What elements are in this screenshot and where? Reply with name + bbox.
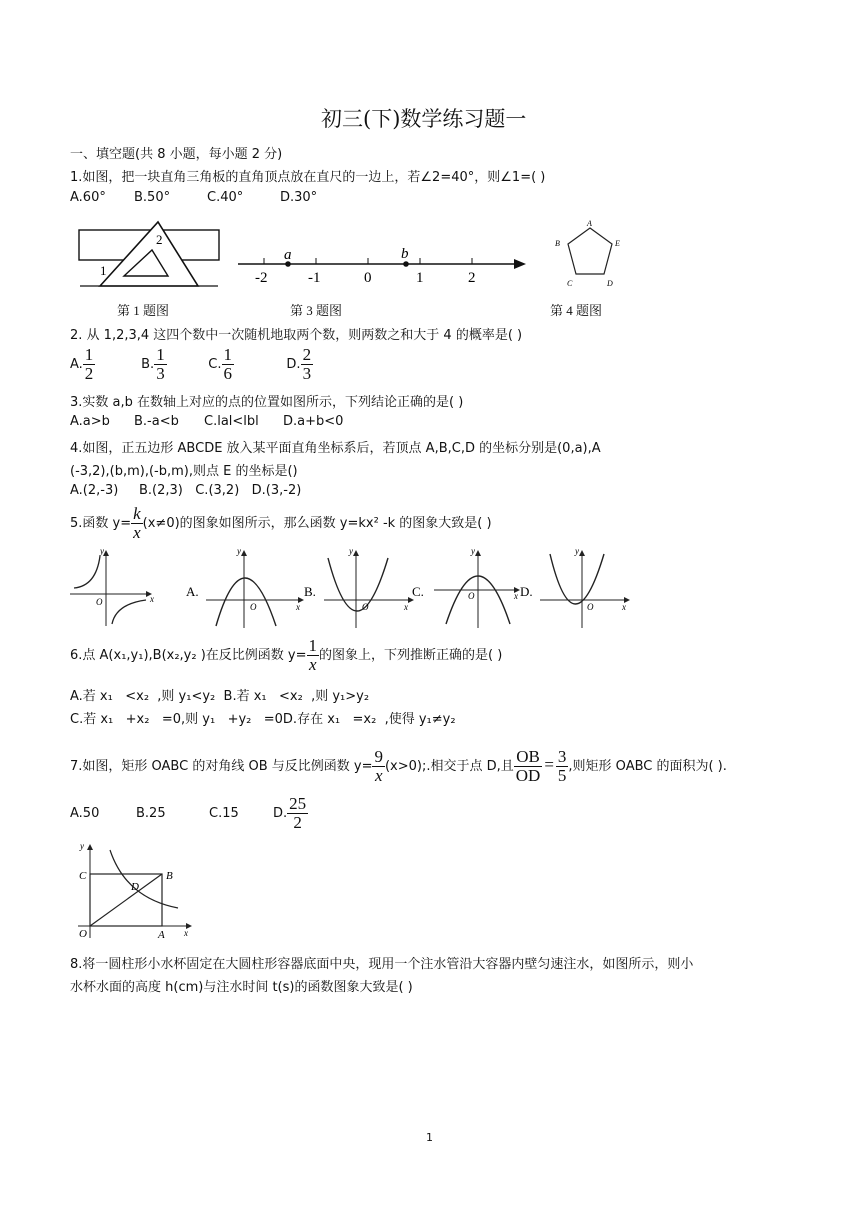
q7-label-b: B <box>166 870 173 882</box>
q5-graph-b <box>324 546 414 628</box>
question-1-options <box>70 190 317 205</box>
q3-option-d: D.a+b<0 <box>283 414 344 429</box>
q1-option-d: D.30° <box>280 190 318 205</box>
question-2-options <box>70 346 313 383</box>
q7-label-c: C <box>79 870 87 882</box>
page-title: 初三(下)数学练习题一 <box>321 107 527 131</box>
question-5-graphs <box>66 544 636 630</box>
q7-label-x: x <box>184 928 188 938</box>
q1-option-c: C.40° <box>207 190 244 205</box>
q7-option-d: D. $\frac{25}{2}$ <box>273 794 307 832</box>
fig4-vertex-a: A <box>587 219 592 228</box>
question-6-stem: 6.点 A(x₁,y₁),B(x₂,y₂ )在反比例函数 y= $\frac{1}{x}$ 的图象上，下列推断正确的是( ) <box>70 636 503 674</box>
fig4-vertex-c: C <box>567 279 573 288</box>
q5-given-graph <box>70 546 154 626</box>
q3-option-c: C.lal<lbl <box>204 414 259 429</box>
q7-option-b: B.25 <box>136 806 166 821</box>
svg-text:O: O <box>587 602 594 612</box>
question-1-stem: 1.如图，把一块直角三角板的直角顶点放在直尺的一边上，若∠2=40°，则∠1=( ) <box>70 170 546 185</box>
q7-label-a: A <box>158 929 165 940</box>
q5-option-b: B. <box>304 584 316 599</box>
svg-text:y: y <box>471 546 475 556</box>
q7-label-o: O <box>79 928 87 940</box>
q1-option-a: A.60° <box>70 190 106 205</box>
q2-option-d: D. $\frac{2}{3}$ <box>286 345 312 383</box>
figure-3-caption: 第 3 题图 <box>290 303 343 318</box>
svg-text:O: O <box>96 597 103 607</box>
svg-text:O: O <box>362 602 369 612</box>
q7-option-c: C.15 <box>209 806 239 821</box>
fig3-point-b <box>403 261 409 267</box>
question-7-options <box>70 795 308 832</box>
figure-1-ruler-triangle <box>78 220 228 300</box>
q5-option-c: C. <box>412 584 424 599</box>
fig1-angle-2-label: 2 <box>156 232 163 247</box>
question-4-line-2: (-3,2),(b,m),(-b,m),则点 E 的坐标是() <box>70 464 298 479</box>
svg-text:x: x <box>150 594 154 604</box>
question-4-options: A.(2,-3) B.(2,3) C.(3,2) D.(3,-2) <box>70 483 302 498</box>
q5-graph-a <box>206 546 304 628</box>
question-4-line-1: 4.如图，正五边形 ABCDE 放入某平面直角坐标系后，若顶点 A,B,C,D 的坐标分别是(0,a),A <box>70 441 601 456</box>
question-7-figure <box>74 840 196 940</box>
q7-label-y: y <box>80 841 84 851</box>
q2-option-a: A. $\frac{1}{2}$ <box>70 345 94 383</box>
svg-text:y: y <box>349 546 353 556</box>
svg-text:y: y <box>237 546 241 556</box>
figure-1-caption: 第 1 题图 <box>117 303 170 318</box>
q5-graph-c <box>434 546 520 628</box>
svg-text:x: x <box>404 602 408 612</box>
fig3-tick-neg1: -1 <box>308 270 321 286</box>
q3-option-b: B.-a<b <box>134 414 179 429</box>
q7-label-d: D <box>131 881 139 893</box>
figure-4-caption: 第 4 题图 <box>550 303 603 318</box>
question-2-stem: 2. 从 1,2,3,4 这四个数中一次随机地取两个数，则两数之和大于 4 的概率是( ) <box>70 328 523 343</box>
fig3-tick-0: 0 <box>364 270 372 286</box>
question-8-line-1: 8.将一圆柱形小水杯固定在大圆柱形容器底面中央，现用一个注水管沿大容器内壁匀速注水，如图所示，则小 <box>70 957 694 972</box>
section-heading: 一、填空题(共 8 小题，每小题 2 分) <box>70 147 283 162</box>
fig4-vertex-d: D <box>607 279 613 288</box>
question-7-stem: 7.如图，矩形 OABC 的对角线 OB 与反比例函数 y= $\frac{9}{x}$ (x>0);.相交于点 D,且 $\frac{OB}{OD}$ = $\frac{3}{5}$ ,则矩形 OABC 的面积为( ). <box>70 747 727 785</box>
question-5-stem: 5.函数 y= $\frac{k}{x}$ (x≠0)的图象如图所示，那么函数 y=kx² -k 的图象大致是( ) <box>70 504 492 542</box>
fig1-angle-1-label: 1 <box>100 263 107 278</box>
figure-3-number-line <box>234 244 530 286</box>
question-3-options <box>70 414 343 429</box>
svg-text:x: x <box>514 591 518 601</box>
figure-4-pentagon <box>552 218 628 290</box>
page-number: 1 <box>426 1131 433 1144</box>
fig3-label-b: b <box>401 246 409 262</box>
q5-option-a: A. <box>186 584 199 599</box>
fig3-tick-neg2: -2 <box>255 270 268 286</box>
q5-option-d: D. <box>520 584 533 599</box>
svg-text:x: x <box>622 602 626 612</box>
q3-option-a: A.a>b <box>70 414 110 429</box>
fig4-vertex-e: E <box>615 239 620 248</box>
q5-graph-d <box>540 546 630 628</box>
fig3-tick-2: 2 <box>468 270 476 286</box>
q2-option-c: C. $\frac{1}{6}$ <box>208 345 232 383</box>
svg-text:O: O <box>468 591 475 601</box>
svg-text:y: y <box>575 546 579 556</box>
fig4-vertex-b: B <box>555 239 560 248</box>
q1-option-b: B.50° <box>134 190 171 205</box>
question-8-line-2: 水杯水面的高度 h(cm)与注水时间 t(s)的函数图象大致是( ) <box>70 980 413 995</box>
question-6-options-cd: C.若 x₁ +x₂ =0,则 y₁ +y₂ =0D.存在 x₁ =x₂ ,使得 y₁≠y₂ <box>70 712 456 727</box>
q7-option-a: A.50 <box>70 806 100 821</box>
question-6-options-ab: A.若 x₁ <x₂ ,则 y₁<y₂ B.若 x₁ <x₂ ,则 y₁>y₂ <box>70 689 370 704</box>
svg-text:O: O <box>250 602 257 612</box>
question-3-stem: 3.实数 a,b 在数轴上对应的点的位置如图所示，下列结论正确的是( ) <box>70 395 464 410</box>
svg-text:x: x <box>296 602 300 612</box>
fig3-tick-1: 1 <box>416 270 424 286</box>
fig3-label-a: a <box>284 247 292 263</box>
svg-text:y: y <box>100 546 104 556</box>
q2-option-b: B. $\frac{1}{3}$ <box>141 345 165 383</box>
